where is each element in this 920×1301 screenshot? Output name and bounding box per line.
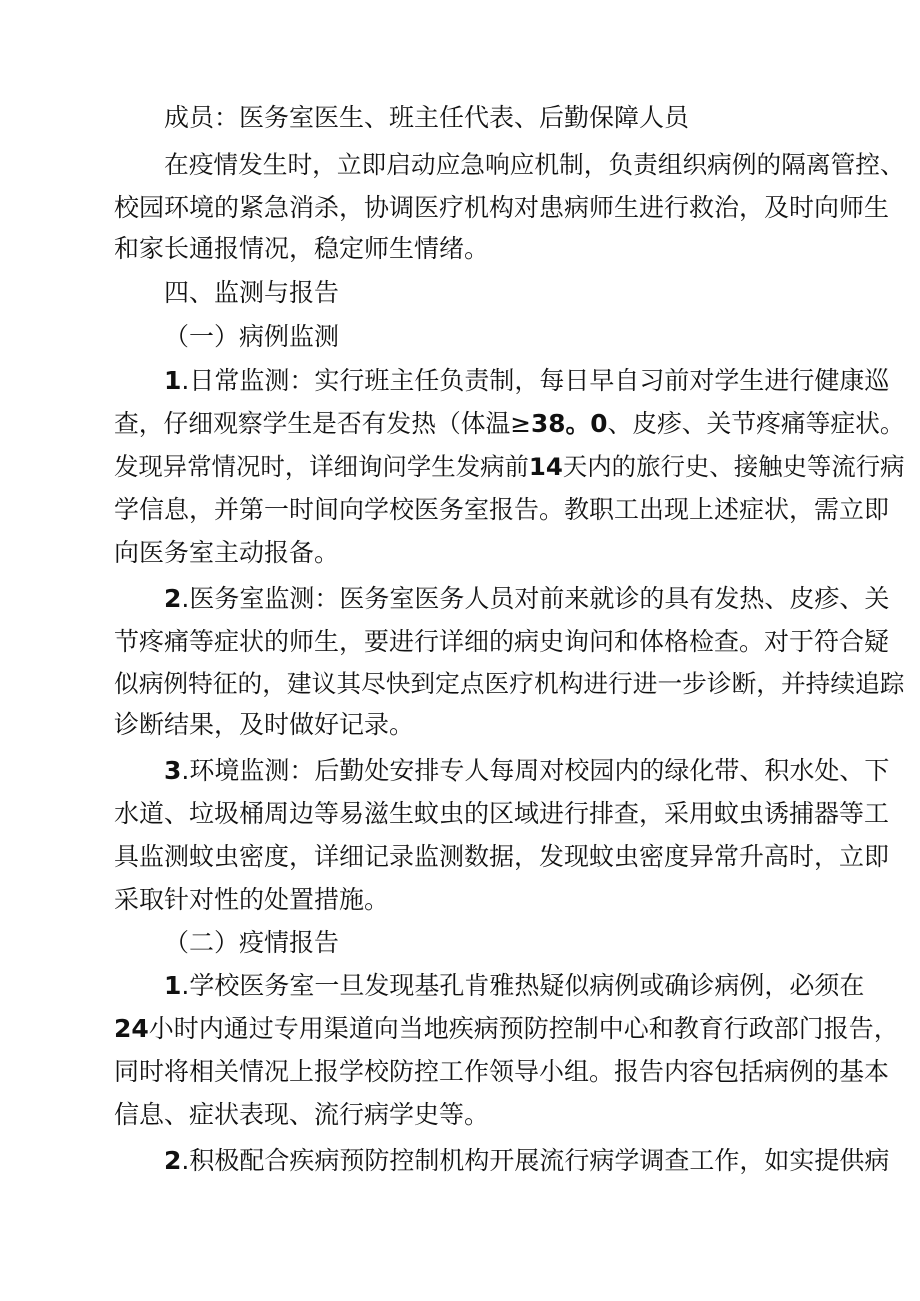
- text-segment: 、皮疹、关节疼痛等症状。: [607, 409, 905, 438]
- list-item: [164, 363, 889, 399]
- item-text: .医务室监测：医务室医务人员对前来就诊的具有发热、皮疹、关: [181, 584, 890, 613]
- item-number: 3: [164, 756, 182, 785]
- paragraph-line: 校园环境的紧急消杀，协调医疗机构对患病师生进行救治，及时向师生: [114, 193, 890, 222]
- text-segment: 天内的旅行史、接触史等流行病: [562, 452, 905, 481]
- item-number: 1: [164, 366, 182, 395]
- item-text: .积极配合疾病预防控制机构开展流行病学调查工作，如实提供病: [181, 1146, 890, 1175]
- bold-number: 14: [528, 452, 563, 481]
- bold-number: 24: [114, 1014, 149, 1043]
- text-segment: 小时内通过专用渠道向当地疾病预防控制中心和教育行政部门报告，: [148, 1014, 899, 1043]
- paragraph-line: 和家长通报情况，稳定师生情绪。: [114, 234, 490, 263]
- paragraph-line: 向医务室主动报备。: [114, 538, 340, 567]
- text-segment: 查，仔细观察学生是否有发热（体温≥: [114, 409, 532, 438]
- paragraph-line: 学信息，并第一时间向学校医务室报告。教职工出现上述症状，需立即: [114, 495, 890, 524]
- paragraph-line: [114, 1011, 899, 1047]
- paragraph-line: 同时将相关情况上报学校防控工作领导小组。报告内容包括病例的基本: [114, 1057, 890, 1086]
- item-number: 1: [164, 971, 182, 1000]
- list-item: [164, 753, 889, 789]
- paragraph-line: 具监测蚊虫密度，详细记录监测数据，发现蚊虫密度异常升高时，立即: [114, 842, 890, 871]
- section-heading: 四、监测与报告: [164, 278, 340, 307]
- bold-number: 38。0: [531, 409, 608, 438]
- paragraph-line: 诊断结果，及时做好记录。: [114, 710, 415, 739]
- paragraph-line: [114, 449, 905, 485]
- item-text: .日常监测：实行班主任负责制，每日早自习前对学生进行健康巡: [181, 366, 890, 395]
- item-text: .环境监测：后勤处安排专人每周对校园内的绿化带、积水处、下: [181, 756, 890, 785]
- paragraph-line: 似病例特征的，建议其尽快到定点医疗机构进行进一步诊断，并持续追踪: [114, 669, 905, 698]
- paragraph-line: 信息、症状表现、流行病学史等。: [114, 1100, 490, 1129]
- subsection-heading: （一）病例监测: [164, 322, 340, 351]
- item-number: 2: [164, 584, 182, 613]
- paragraph-line: 水道、垃圾桶周边等易滋生蚊虫的区域进行排查，采用蚊虫诱捕器等工: [114, 799, 890, 828]
- paragraph-line: 成员：医务室医生、班主任代表、后勤保障人员: [164, 103, 690, 132]
- list-item: [164, 581, 889, 617]
- item-text: .学校医务室一旦发现基孔肯雅热疑似病例或确诊病例，必须在: [181, 971, 865, 1000]
- paragraph-line: 节疼痛等症状的师生，要进行详细的病史询问和体格检查。对于符合疑: [114, 627, 890, 656]
- paragraph-line: 采取针对性的处置措施。: [114, 885, 390, 914]
- subsection-heading: （二）疫情报告: [164, 928, 340, 957]
- list-item: [164, 1143, 889, 1179]
- list-item: [164, 968, 864, 1004]
- text-segment: 发现异常情况时，详细询问学生发病前: [114, 452, 529, 481]
- paragraph-line: [114, 406, 905, 442]
- paragraph-line: 在疫情发生时，立即启动应急响应机制，负责组织病例的隔离管控、: [164, 150, 905, 179]
- item-number: 2: [164, 1146, 182, 1175]
